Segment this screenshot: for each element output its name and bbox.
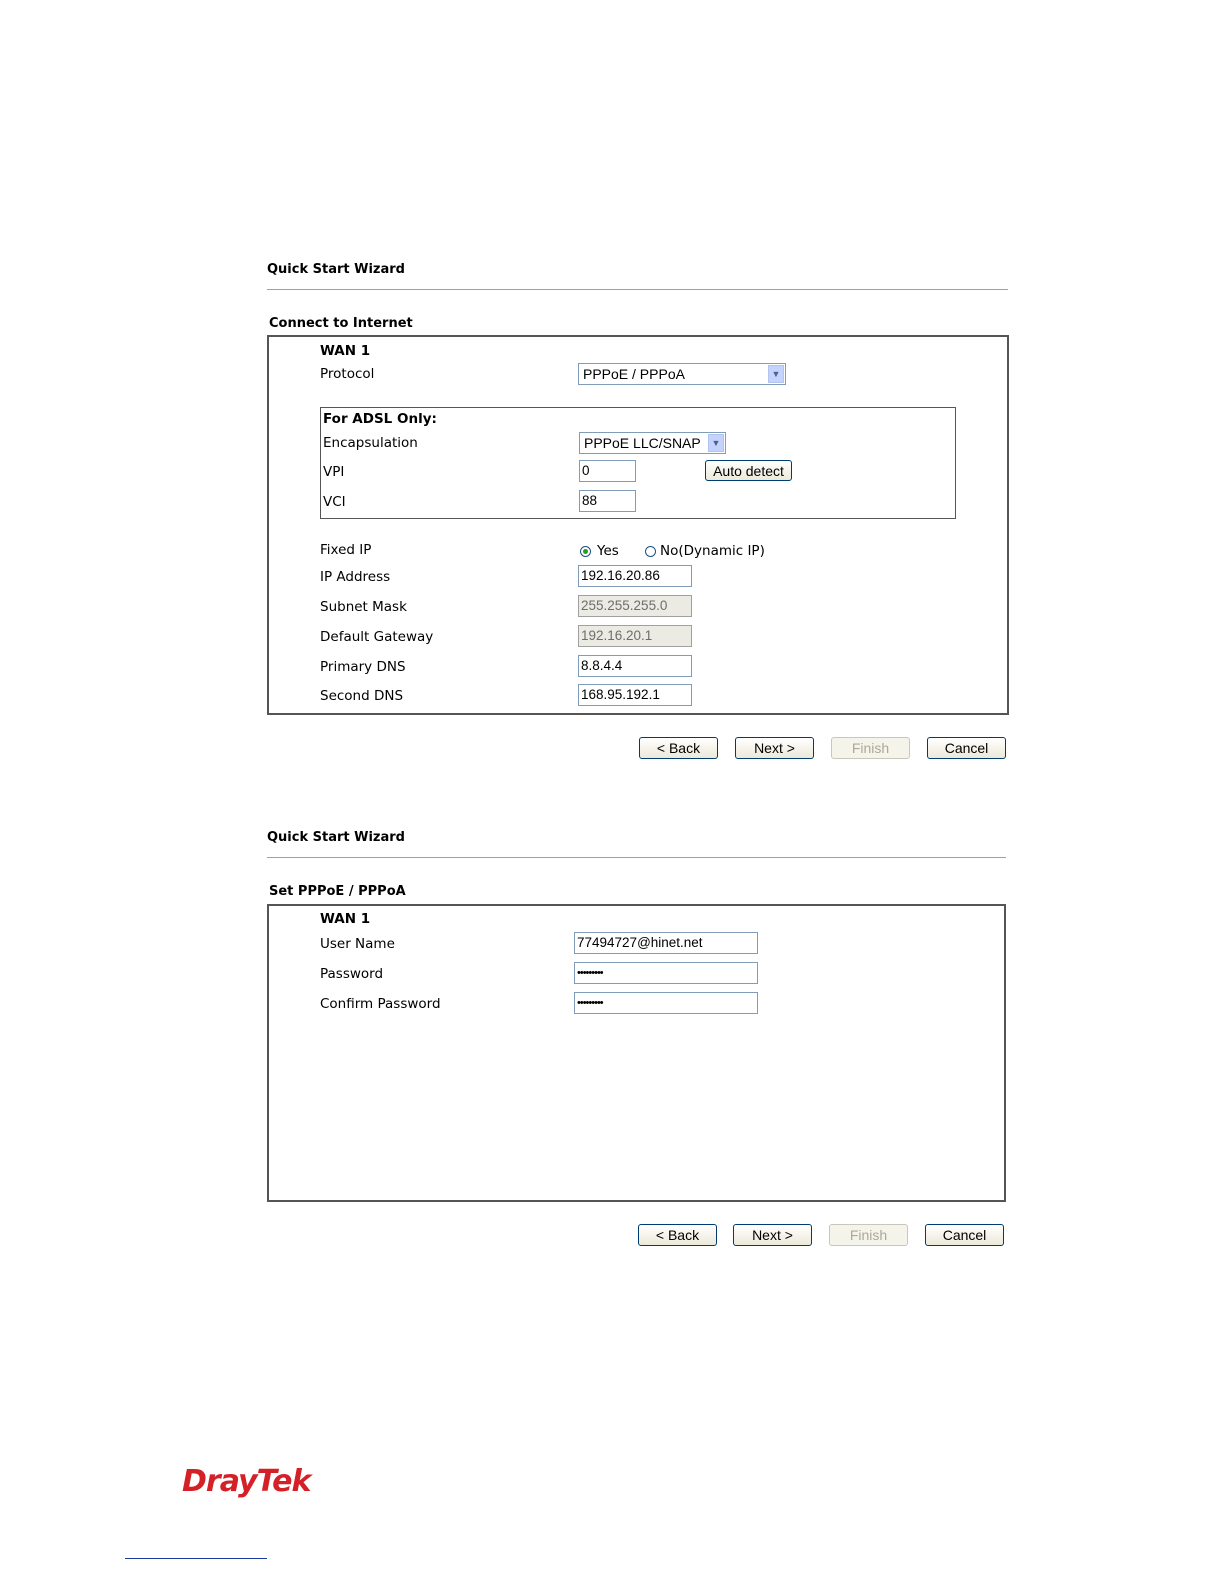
draytek-logo: DrayTek <box>182 1464 311 1499</box>
cancel-button[interactable]: Cancel <box>925 1224 1004 1246</box>
second-dns-input[interactable]: 168.95.192.1 <box>578 684 692 706</box>
encapsulation-select[interactable] <box>579 432 726 454</box>
title-divider <box>267 289 1008 290</box>
primary-dns-input[interactable]: 8.8.4.4 <box>578 655 692 677</box>
wizard-title: Quick Start Wizard <box>267 830 405 845</box>
fixed-ip-yes-label: Yes <box>597 543 619 559</box>
vpi-label: VPI <box>323 464 345 480</box>
vci-input[interactable]: 88 <box>579 490 636 512</box>
default-gateway-input[interactable]: 192.16.20.1 <box>578 625 692 647</box>
back-button[interactable]: < Back <box>639 737 718 759</box>
default-gateway-label: Default Gateway <box>320 629 434 645</box>
user-name-input[interactable]: 77494727@hinet.net <box>574 932 758 954</box>
primary-dns-label: Primary DNS <box>320 659 406 675</box>
confirm-password-label: Confirm Password <box>320 996 441 1012</box>
user-name-label: User Name <box>320 936 395 952</box>
next-button[interactable]: Next > <box>735 737 814 759</box>
ip-address-label: IP Address <box>320 569 391 585</box>
adsl-panel <box>320 407 956 519</box>
pppoe-panel <box>267 904 1006 1202</box>
back-button[interactable]: < Back <box>638 1224 717 1246</box>
auto-detect-button[interactable]: Auto detect <box>705 460 792 481</box>
fixed-ip-no-label: No(Dynamic IP) <box>660 543 765 559</box>
password-label: Password <box>320 966 384 982</box>
fixed-ip-no-option[interactable] <box>645 543 765 559</box>
fixed-ip-label: Fixed IP <box>320 542 372 558</box>
chevron-down-icon[interactable]: ▼ <box>708 434 724 452</box>
protocol-select[interactable] <box>578 363 786 385</box>
wan-label: WAN 1 <box>320 911 371 927</box>
footer-divider <box>125 1558 267 1559</box>
next-button[interactable]: Next > <box>733 1224 812 1246</box>
password-input[interactable]: ••••••••• <box>574 962 758 984</box>
vpi-input[interactable]: 0 <box>579 460 636 482</box>
radio-no[interactable] <box>645 546 656 557</box>
adsl-title: For ADSL Only: <box>323 411 437 427</box>
wizard-title: Quick Start Wizard <box>267 262 405 277</box>
title-divider <box>267 857 1006 858</box>
subnet-mask-input[interactable]: 255.255.255.0 <box>578 595 692 617</box>
chevron-down-icon[interactable]: ▼ <box>768 365 784 383</box>
protocol-value: PPPoE / PPPoA <box>583 366 685 382</box>
wan-label: WAN 1 <box>320 343 371 359</box>
vci-label: VCI <box>323 494 346 510</box>
fixed-ip-yes-option[interactable] <box>580 543 619 559</box>
section-title: Connect to Internet <box>269 316 413 331</box>
radio-yes[interactable] <box>580 546 591 557</box>
cancel-button[interactable]: Cancel <box>927 737 1006 759</box>
section-title: Set PPPoE / PPPoA <box>269 884 406 899</box>
subnet-mask-label: Subnet Mask <box>320 599 407 615</box>
confirm-password-input[interactable]: ••••••••• <box>574 992 758 1014</box>
second-dns-label: Second DNS <box>320 688 404 704</box>
encapsulation-value: PPPoE LLC/SNAP <box>584 435 701 451</box>
connect-panel <box>267 335 1009 715</box>
protocol-label: Protocol <box>320 366 375 382</box>
encapsulation-label: Encapsulation <box>323 435 418 451</box>
finish-button[interactable]: Finish <box>829 1224 908 1246</box>
ip-address-input[interactable]: 192.16.20.86 <box>578 565 692 587</box>
finish-button[interactable]: Finish <box>831 737 910 759</box>
